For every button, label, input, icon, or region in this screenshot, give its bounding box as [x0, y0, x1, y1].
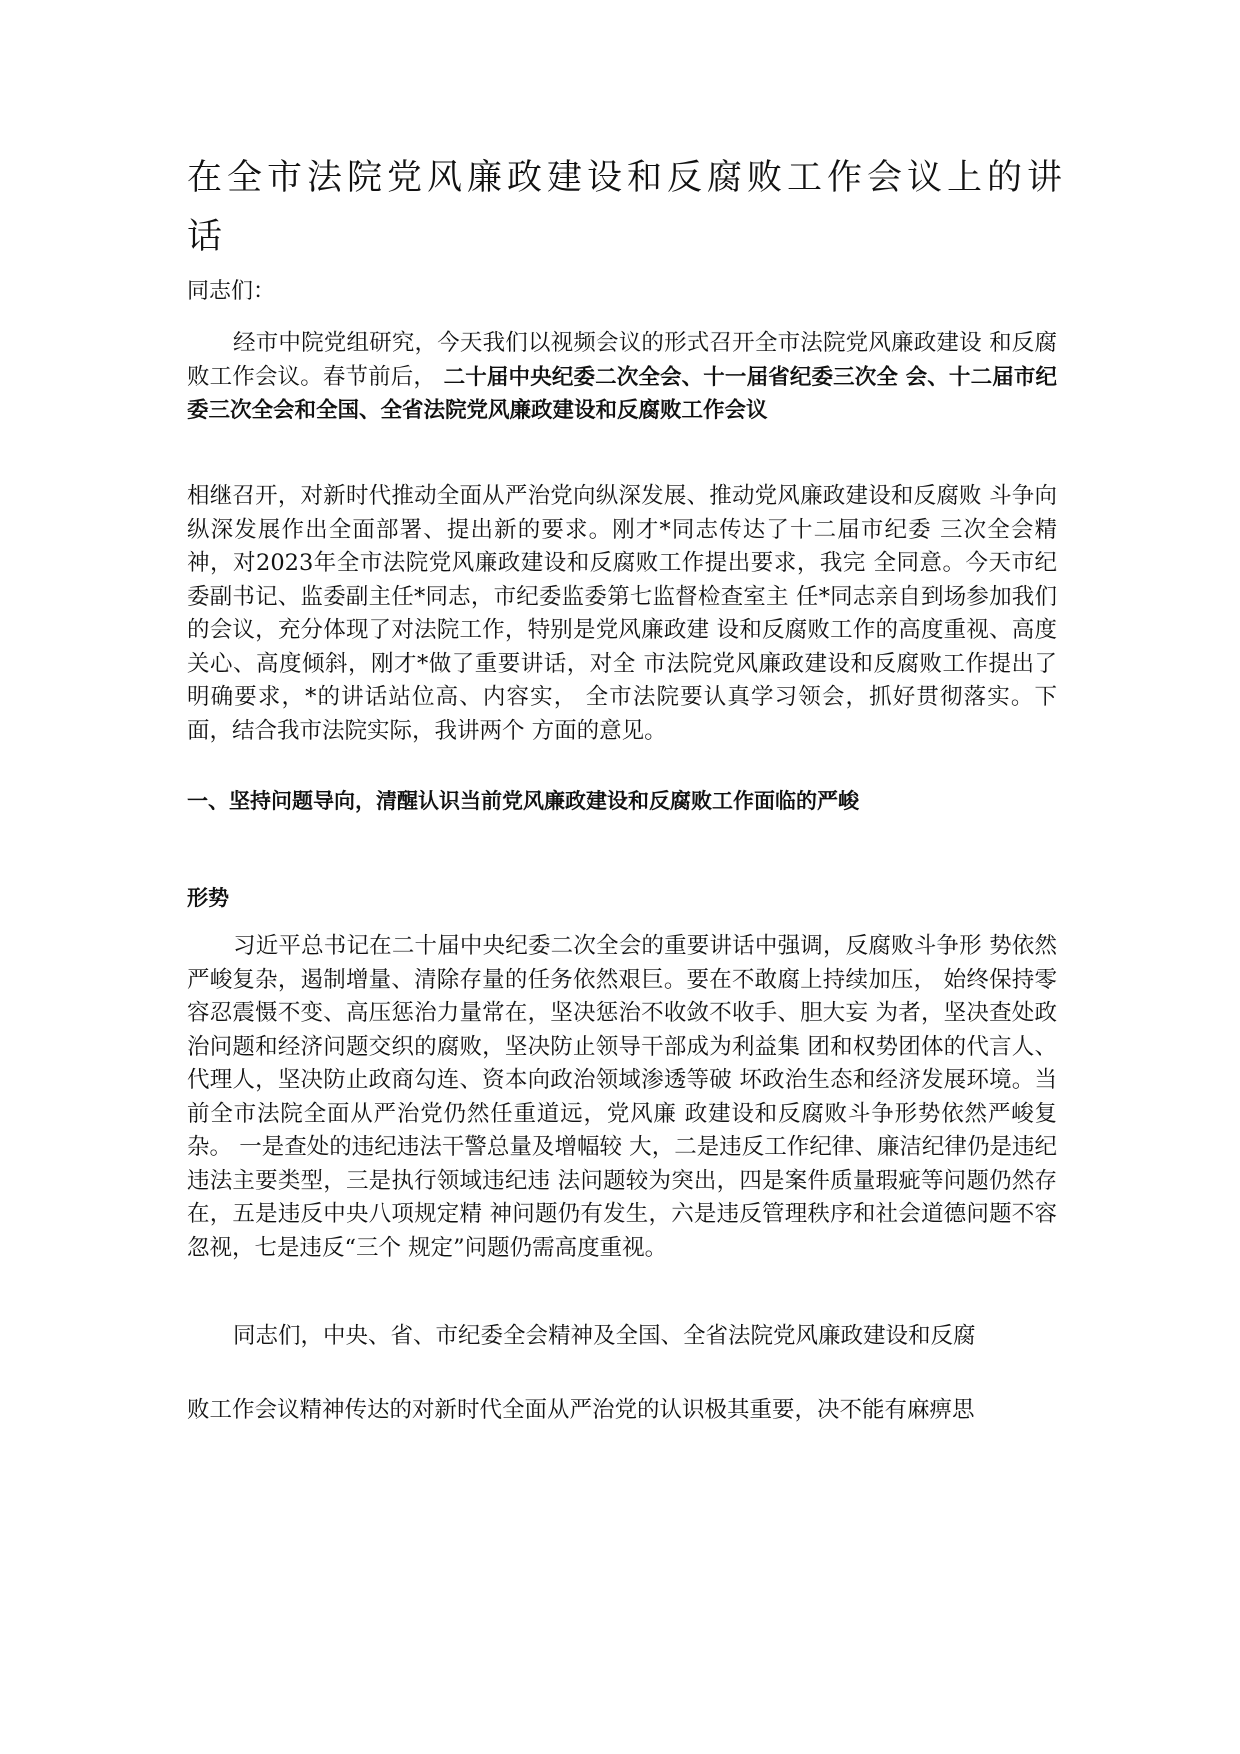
- document-title-continuation: 话: [187, 217, 223, 257]
- document-title: 在全市法院党风廉政建设和反腐败工作会议上的讲: [187, 158, 1068, 198]
- paragraph-closing-line-1: 同志们，中央、省、市纪委全会精神及全国、全省法院党风廉政建设和反腐: [233, 1323, 976, 1349]
- paragraph-situation: 习近平总书记在二十届中央纪委二次全会的重要讲话中强调，反腐败斗争形 势依然严峻复杂，遏制增量、清除存量的任务依然艰巨。要在不敢腐上持续加压， 始终保持零容忍震慑不变、高压惩治力量常在，坚决惩治不收敛不收手、胆大妄 为者，坚决查处政治问题和经济问题交织的腐败，坚决防止领导干部成为利益集 团和权势团体的代言人、代理人，坚决防止政商勾连、资本向政治领域渗透等破 坏政治生态和经济发展环境。当前全市法院全面从严治党仍然任重道远，党风廉 政建设和反腐败斗争形势依然严峻复杂。 一是查处的违纪违法干警总量及增幅较 大，二是违反工作纪律、廉洁纪律仍是违纪违法主要类型，三是执行领域违纪违 法问题较为突出，四是案件质量瑕疵等问题仍然存在，五是违反中央八项规定精 神问题仍有发生，六是违反管理秩序和社会道德问题不容忽视，七是违反“三个 规定”问题仍需高度重视。: [187, 933, 1057, 1261]
- paragraph-closing-line-2: 败工作会议精神传达的对新时代全面从严治党的认识极其重要，决不能有麻痹思: [187, 1397, 975, 1423]
- greeting: 同志们：: [187, 279, 276, 304]
- section-heading-1: 一、坚持问题导向，清醒认识当前党风廉政建设和反腐败工作面临的严峻: [187, 789, 859, 813]
- paragraph-context: 相继召开，对新时代推动全面从严治党向纵深发展、推动党风廉政建设和反腐败 斗争向纵深发展作出全面部署、提出新的要求。刚才*同志传达了十二届市纪委 三次全会精神，对2023年全市法院党风廉政建设和反腐败工作提出要求，我完 全同意。今天市纪委副书记、监委副主任*同志，市纪委监委第七监督检查室主 任*同志亲自到场参加我们的会议，充分体现了对法院工作，特别是党风廉政建 设和反腐败工作的高度重视、高度关心、高度倾斜，刚才*做了重要讲话，对全 市法院党风廉政建设和反腐败工作提出了明确要求，*的讲话站位高、内容实， 全市法院要认真学习领会，抓好贯彻落实。下面，结合我市法院实际，我讲两个 方面的意见。: [187, 483, 1057, 744]
- paragraph-intro: [187, 327, 1057, 428]
- section-heading-1-continuation: 形势: [187, 886, 229, 910]
- paragraph-intro-bold: 二十届中央纪委二次全会、十一届省纪委三次全 会、十二届市纪委三次全会和全国、全省法院党风廉政建设和反腐败工作会议: [187, 364, 1057, 423]
- paragraph-intro-text: 经市中院党组研究，今天我们以视频会议的形式召开全市法院党风廉政建设 和反腐败工作会议。春节前后，: [187, 330, 1057, 390]
